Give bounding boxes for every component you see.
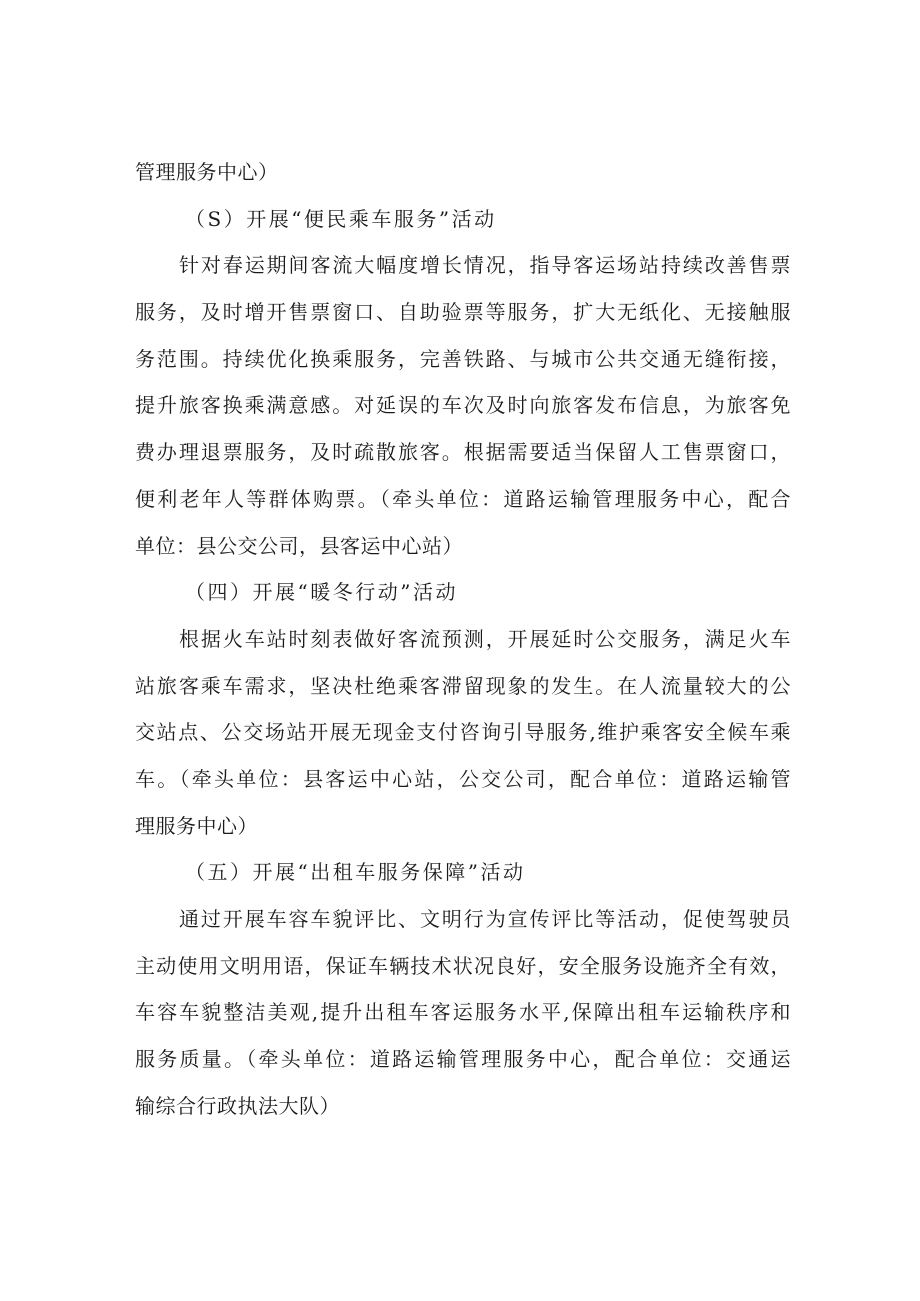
paragraph-continuation — [135, 149, 791, 196]
text-line: 针对春运期间客流大幅度增长情况，指导客运场站持续改善售票 — [179, 253, 791, 278]
section-heading-s — [135, 196, 791, 243]
text-line: 通过开展车容车貌评比、文明行为宣传评比等活动，促使驾驶员 — [179, 907, 791, 931]
paragraph-taxi-service — [135, 896, 791, 1129]
section-heading-five — [135, 849, 791, 896]
paragraph-warm-winter — [135, 616, 791, 849]
text-line: 费办理退票服务，及时疏散旅客。根据需要适当保留人工售票窗口， — [135, 440, 791, 465]
text-line: 服务质量。（牵头单位：道路运输管理服务中心，配合单位：交通运 — [135, 1047, 791, 1072]
text-line: 服务，及时增开售票窗口、自助验票等服务，扩大无纸化、无接触服 — [135, 300, 791, 325]
text-line: 车。（牵头单位：县客运中心站，公交公司，配合单位：道路运输管 — [135, 766, 791, 791]
section-heading-text: （五）开展“出租车服务保障”活动 — [185, 860, 526, 885]
section-heading-four — [135, 569, 791, 616]
text-line: 务范围。持续优化换乘服务，完善铁路、与城市公共交通无缝衔接， — [135, 346, 791, 371]
text-line: 主动使用文明用语，保证车辆技术状况良好，安全服务设施齐全有效， — [135, 953, 791, 978]
text-line: 提升旅客换乘满意感。对延误的车次及时向旅客发布信息，为旅客免 — [135, 393, 791, 418]
document-body — [135, 149, 791, 1129]
text-line: 根据火车站时刻表做好客流预测，开展延时公交服务，满足火车 — [179, 626, 791, 651]
text-line: 单位：县公交公司，县客运中心站） — [135, 533, 463, 558]
text-line: 交站点、公交场站开展无现金支付咨询引导服务,维护乘客安全候车乘 — [135, 720, 791, 745]
text-line: 便利老年人等群体购票。（牵头单位：道路运输管理服务中心，配合 — [135, 486, 791, 511]
text-line: 理服务中心） — [135, 813, 258, 838]
text-line: 输综合行政执法大队） — [135, 1093, 340, 1118]
text-line: 站旅客乘车需求，坚决杜绝乘客滞留现象的发生。在人流量较大的公 — [135, 673, 791, 698]
text-line: 车容车貌整洁美观,提升出租车客运服务水平,保障出租车运输秩序和 — [135, 1000, 791, 1025]
section-heading-text: （四）开展“暖冬行动”活动 — [185, 580, 458, 605]
section-heading-text: （S）开展“便民乘车服务”活动 — [185, 206, 497, 231]
text-line: 管理服务中心） — [135, 160, 279, 184]
paragraph-convenient-boarding — [135, 242, 791, 569]
